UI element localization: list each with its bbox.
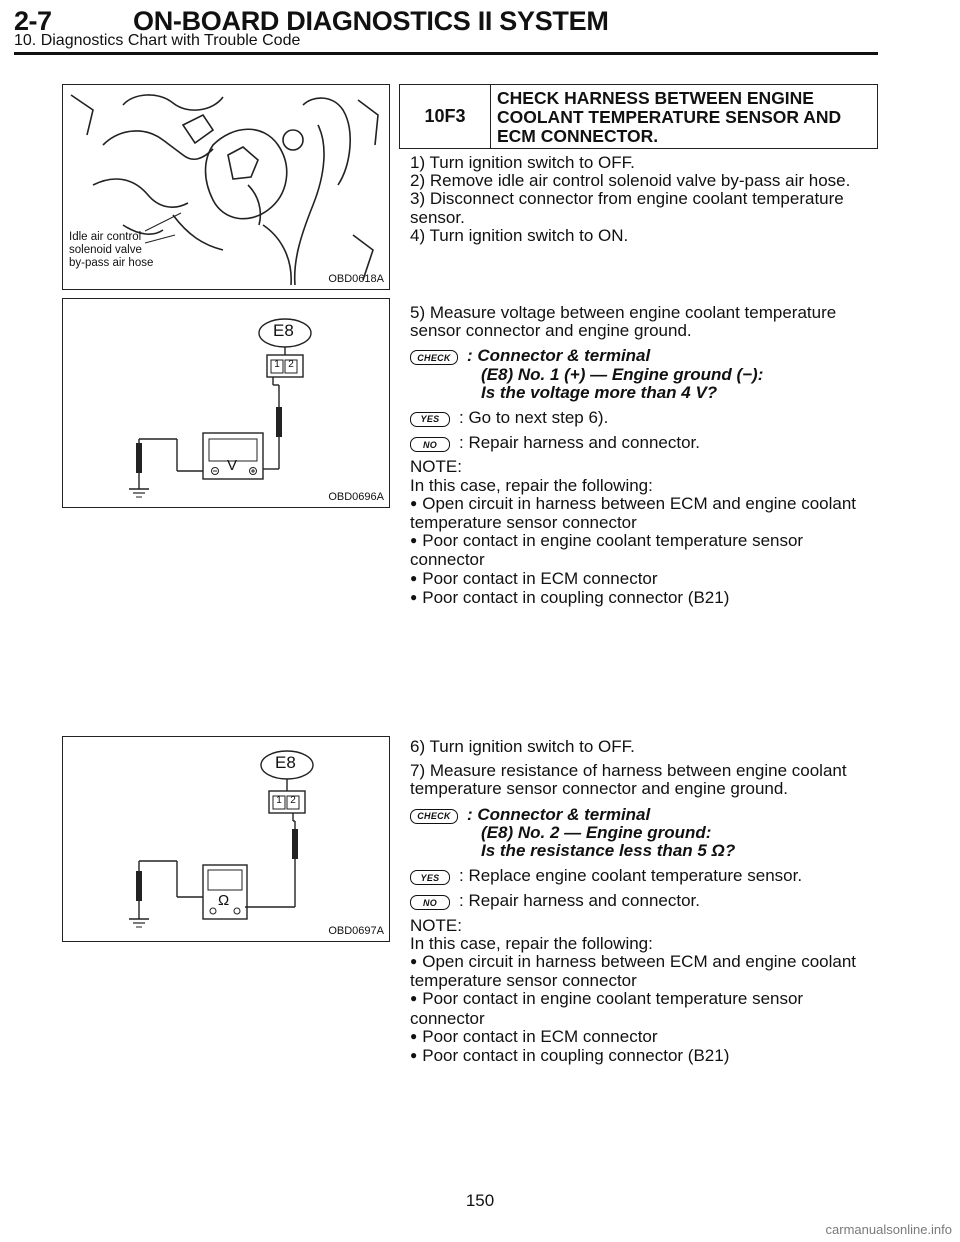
criteria-line: (E8) No. 2 — Engine ground: bbox=[481, 822, 712, 842]
check-row bbox=[410, 806, 880, 861]
procedure-line: 7) Measure resistance of harness between engine coolant temperature sensor connector and engine ground. bbox=[410, 761, 847, 799]
criteria-line: Is the voltage more than 4 V? bbox=[481, 382, 718, 402]
criteria-line: : Connector & terminal bbox=[467, 346, 651, 366]
procedure-line: 5) Measure voltage between engine coolant temperature sensor connector and engine ground. bbox=[410, 303, 837, 341]
pin-label: 1 bbox=[276, 795, 282, 806]
yes-badge: YES bbox=[410, 870, 450, 885]
callout-line: Idle air control bbox=[69, 231, 142, 243]
no-row bbox=[410, 434, 880, 452]
no-badge: NO bbox=[410, 437, 450, 452]
no-row bbox=[410, 892, 880, 910]
criteria-line: : Connector & terminal bbox=[467, 804, 651, 824]
procedure-line: 3) Disconnect connector from engine coolant temperature sensor. bbox=[410, 189, 844, 227]
procedure-line: 2) Remove idle air control solenoid valve by-pass air hose. bbox=[410, 171, 851, 191]
procedure-steps-6-7 bbox=[410, 738, 880, 1066]
figure-code: OBD0697A bbox=[328, 925, 384, 937]
yes-row bbox=[410, 867, 880, 885]
note-bullet: ● Poor contact in engine coolant temperature sensor connector bbox=[410, 532, 880, 569]
procedure-steps-1-4 bbox=[410, 154, 880, 245]
connector-label: E8 bbox=[273, 321, 294, 340]
check-row bbox=[410, 347, 880, 402]
step-header bbox=[399, 84, 878, 149]
yes-badge: YES bbox=[410, 412, 450, 427]
watermark: carmanualsonline.info bbox=[825, 1222, 952, 1237]
figure-code: OBD0618A bbox=[328, 273, 384, 285]
callout-line: by-pass air hose bbox=[69, 257, 154, 269]
callout-line: solenoid valve bbox=[69, 244, 142, 256]
no-action: : Repair harness and connector. bbox=[459, 433, 700, 453]
section-title: ON-BOARD DIAGNOSTICS II SYSTEM bbox=[133, 6, 609, 36]
no-badge: NO bbox=[410, 895, 450, 910]
note-bullet: ● Open circuit in harness between ECM and engine coolant temperature sensor connector bbox=[410, 953, 880, 990]
criteria-line: Is the resistance less than 5 Ω? bbox=[481, 841, 736, 861]
check-criteria bbox=[467, 347, 763, 402]
section-subtitle: 10. Diagnostics Chart with Trouble Code bbox=[14, 32, 301, 49]
note-intro: In this case, repair the following: bbox=[410, 933, 653, 953]
meter-symbol: V bbox=[227, 457, 238, 474]
figure-resistance-check bbox=[62, 736, 390, 942]
yes-action: : Replace engine coolant temperature sensor. bbox=[459, 866, 803, 886]
procedure-step-5 bbox=[410, 304, 880, 608]
check-badge: CHECK bbox=[410, 350, 458, 365]
note-heading: NOTE: bbox=[410, 457, 462, 477]
figure-callout bbox=[69, 231, 153, 270]
section-number: 2-7 bbox=[14, 6, 52, 36]
voltmeter-diagram bbox=[63, 299, 389, 507]
check-criteria bbox=[467, 806, 735, 861]
page-number: 150 bbox=[465, 1191, 495, 1210]
note-bullet: ● Poor contact in ECM connector bbox=[410, 570, 880, 589]
note-bullet: ● Poor contact in coupling connector (B21) bbox=[410, 589, 880, 608]
connector-label: E8 bbox=[275, 753, 296, 772]
note-bullet: ● Poor contact in coupling connector (B21) bbox=[410, 1047, 880, 1066]
pin-label: 2 bbox=[288, 359, 294, 370]
yes-row bbox=[410, 409, 880, 427]
pin-label: 2 bbox=[290, 795, 296, 806]
ohm-symbol: Ω bbox=[218, 892, 230, 909]
procedure-line: 4) Turn ignition switch to ON. bbox=[410, 225, 629, 245]
header-rule bbox=[14, 52, 878, 55]
no-action: : Repair harness and connector. bbox=[459, 891, 700, 911]
ohmmeter-diagram bbox=[63, 737, 389, 941]
note-intro: In this case, repair the following: bbox=[410, 475, 653, 495]
check-badge: CHECK bbox=[410, 809, 458, 824]
step-code: 10F3 bbox=[400, 85, 491, 148]
procedure-line: 1) Turn ignition switch to OFF. bbox=[410, 153, 635, 172]
criteria-line: (E8) No. 1 (+) — Engine ground (−): bbox=[481, 364, 764, 384]
figure-voltage-check bbox=[62, 298, 390, 508]
pin-label: 1 bbox=[274, 359, 280, 370]
note-bullet: ● Poor contact in ECM connector bbox=[410, 1028, 880, 1047]
page-header bbox=[0, 0, 960, 60]
procedure-line: 6) Turn ignition switch to OFF. bbox=[410, 737, 635, 756]
figure-code: OBD0696A bbox=[328, 491, 384, 503]
figure-engine-bypass-hose bbox=[62, 84, 390, 290]
note-heading: NOTE: bbox=[410, 915, 462, 935]
note-bullet: ● Poor contact in engine coolant temperature sensor connector bbox=[410, 990, 880, 1027]
note-bullet: ● Open circuit in harness between ECM and engine coolant temperature sensor connector bbox=[410, 495, 880, 532]
yes-action: : Go to next step 6). bbox=[459, 408, 609, 428]
step-title: CHECK HARNESS BETWEEN ENGINE COOLANT TEMPERATURE SENSOR AND ECM CONNECTOR. bbox=[497, 88, 842, 146]
